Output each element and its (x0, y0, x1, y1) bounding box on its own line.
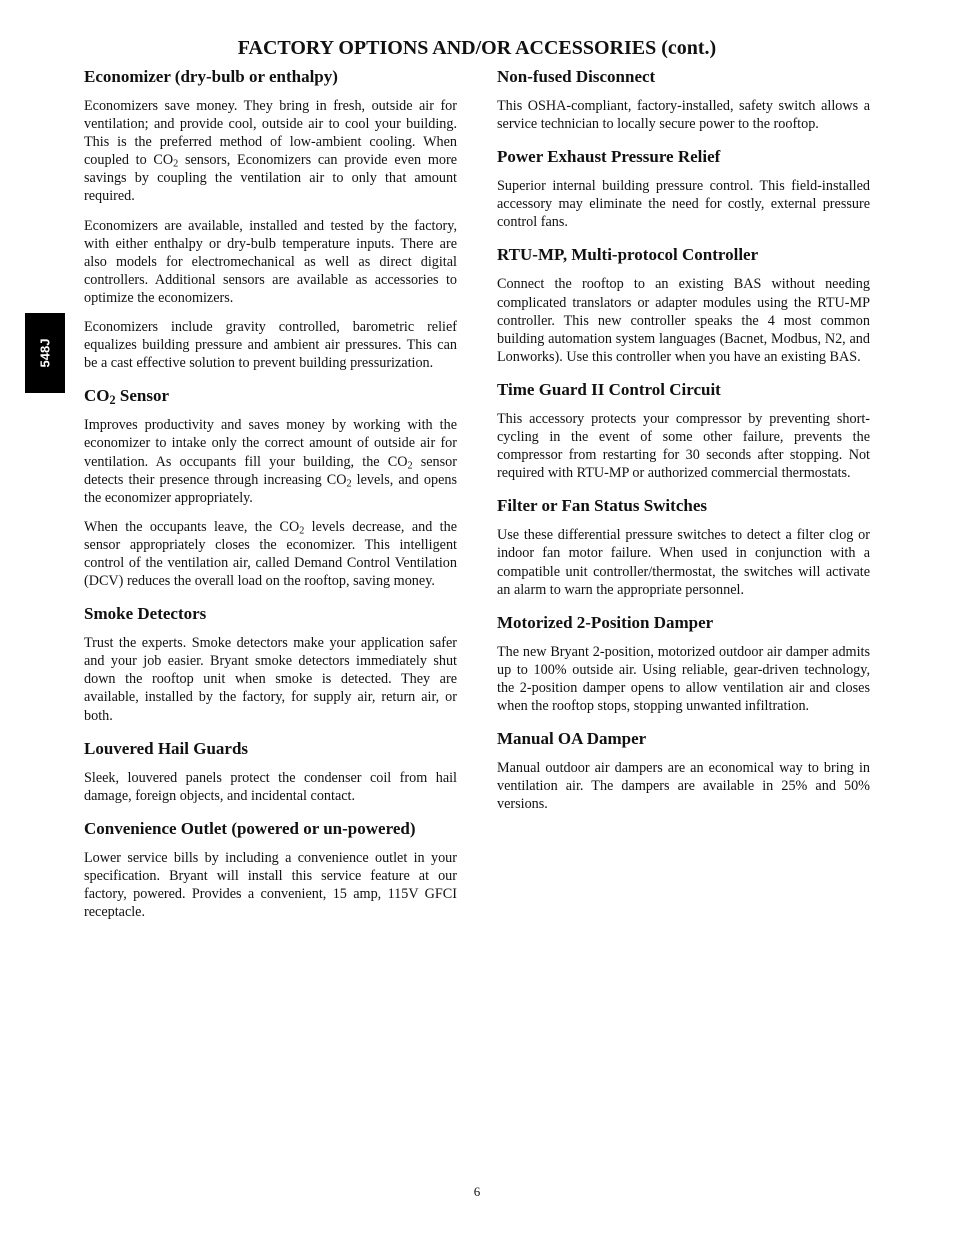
section-heading: Motorized 2-Position Damper (497, 612, 714, 632)
paragraph: Economizers include gravity controlled, barometric relief equalizes building pressure and ambient air pressures. This can be a cast effective solution to prevent building pressurization. (84, 319, 457, 372)
paragraph: Sleek, louvered panels protect the condenser coil from hail damage, foreign objects, and incidental contact. (84, 769, 457, 804)
section-heading: Time Guard II Control Circuit (497, 379, 721, 399)
section-heading: $CO_2$ Sensor (84, 386, 169, 408)
section-time-guard (497, 379, 870, 482)
paragraph: Manual outdoor air dampers are an economical way to bring in ventilation air. The dampers are available in 25% and 50% versions. (497, 760, 870, 813)
section-power-exhaust (497, 146, 870, 231)
section-smoke-detectors (84, 603, 457, 724)
page-number: 6 (473, 1184, 481, 1199)
paragraph: The new Bryant 2-position, motorized outdoor air damper admits up to 100% outside air. Using reliable, gear-driven technology, the 2-position damper opens to allow ventilation air and closes when the rooftop stops, stopping unwanted infiltration. (497, 643, 870, 714)
section-motorized-damper (497, 612, 870, 715)
paragraph: Improves productivity and saves money by working with the economizer to intake only the correct amount of outside air for ventilation. As occupants fill your building, the $CO_2$ sensor detects their presence through increasing $CO_2$ levels, and opens the economizer appropriately. (84, 417, 457, 506)
page-title: FACTORY OPTIONS AND/OR ACCESSORIES (cont.) (237, 37, 717, 59)
section-non-fused-disconnect (497, 66, 870, 133)
paragraph: Connect the rooftop to an existing BAS without needing complicated translators or adapter modules using the RTU-MP controller. This new controller speaks the 4 most common building automation system languages (Bacnet, Modbus, N2, and Lonworks). Use this controller when you have an existing BAS. (497, 276, 870, 365)
paragraph: When the occupants leave, the $CO_2$ levels decrease, and the sensor appropriately closes the economizer. This intelligent control of the ventilation air, called Demand Control Ventilation (DCV) reduces the overall load on the rooftop, saving money. (84, 518, 457, 590)
section-heading: Louvered Hail Guards (84, 738, 249, 758)
section-heading: Smoke Detectors (84, 604, 207, 624)
paragraph: Use these differential pressure switches to detect a filter clog or indoor fan motor failure. When used in conjunction with a compatible unit controller/thermostat, the switches will activate an alarm to warn the appropriate personnel. (497, 527, 870, 598)
section-heading: RTU-MP, Multi-protocol Controller (497, 245, 759, 265)
section-heading: Manual OA Damper (497, 729, 647, 749)
section-convenience-outlet (84, 818, 457, 921)
left-column (84, 66, 457, 934)
paragraph: Economizers are available, installed and tested by the factory, with either enthalpy or dry-bulb temperature inputs. There are also models for electromechanical as well as direct digital controllers. Additional sensors are available as accessories to optimize the economizers. (84, 217, 457, 306)
paragraph: Superior internal building pressure control. This field-installed accessory may eliminate the need for costly, external pressure control fans. (497, 178, 870, 231)
paragraph: Economizers save money. They bring in fresh, outside air for ventilation; and provide cool, outside air to cool your building. This is the preferred method of low-ambient cooling. When coupled to $CO_2$ sensors, Economizers can provide even more savings by coupling the ventilation air to only that amount required. (84, 98, 458, 205)
paragraph: This accessory protects your compressor by preventing short-cycling in the event of some other failure, prevents the compressor from restarting for 30 seconds after stopping. Not required with RTU-MP or authorized commercial thermostats. (497, 410, 870, 482)
section-heading: Non-fused Disconnect (497, 67, 656, 86)
right-column (497, 66, 870, 826)
section-heading: Power Exhaust Pressure Relief (497, 147, 721, 167)
section-manual-oa-damper (497, 728, 870, 813)
paragraph: Trust the experts. Smoke detectors make your application safer and your job easier. Bryant smoke detectors immediately shut down the rooftop unit when smoke is detected. They are available, installed by the factory, for supply air, return air, or both. (84, 635, 457, 724)
section-heading: Economizer (dry-bulb or enthalpy) (84, 67, 338, 86)
section-economizer (84, 66, 457, 372)
section-louvered-hail-guards (84, 738, 457, 805)
section-rtu-mp-controller (497, 244, 870, 365)
section-heading: Filter or Fan Status Switches (497, 496, 707, 516)
section-filter-fan-switches (497, 495, 870, 598)
model-side-tab (25, 313, 65, 393)
section-co2-sensor (84, 385, 457, 590)
side-tab-label: 548J (37, 338, 53, 368)
paragraph: This OSHA-compliant, factory-installed, safety switch allows a service technician to locally secure power to the rooftop. (497, 98, 870, 133)
section-heading: Convenience Outlet (powered or un-powered) (84, 818, 416, 838)
paragraph: Lower service bills by including a convenience outlet in your specification. Bryant will install this service feature at our factory, powered. Provides a convenient, 15 amp, 115V GFCI receptacle. (84, 849, 457, 921)
